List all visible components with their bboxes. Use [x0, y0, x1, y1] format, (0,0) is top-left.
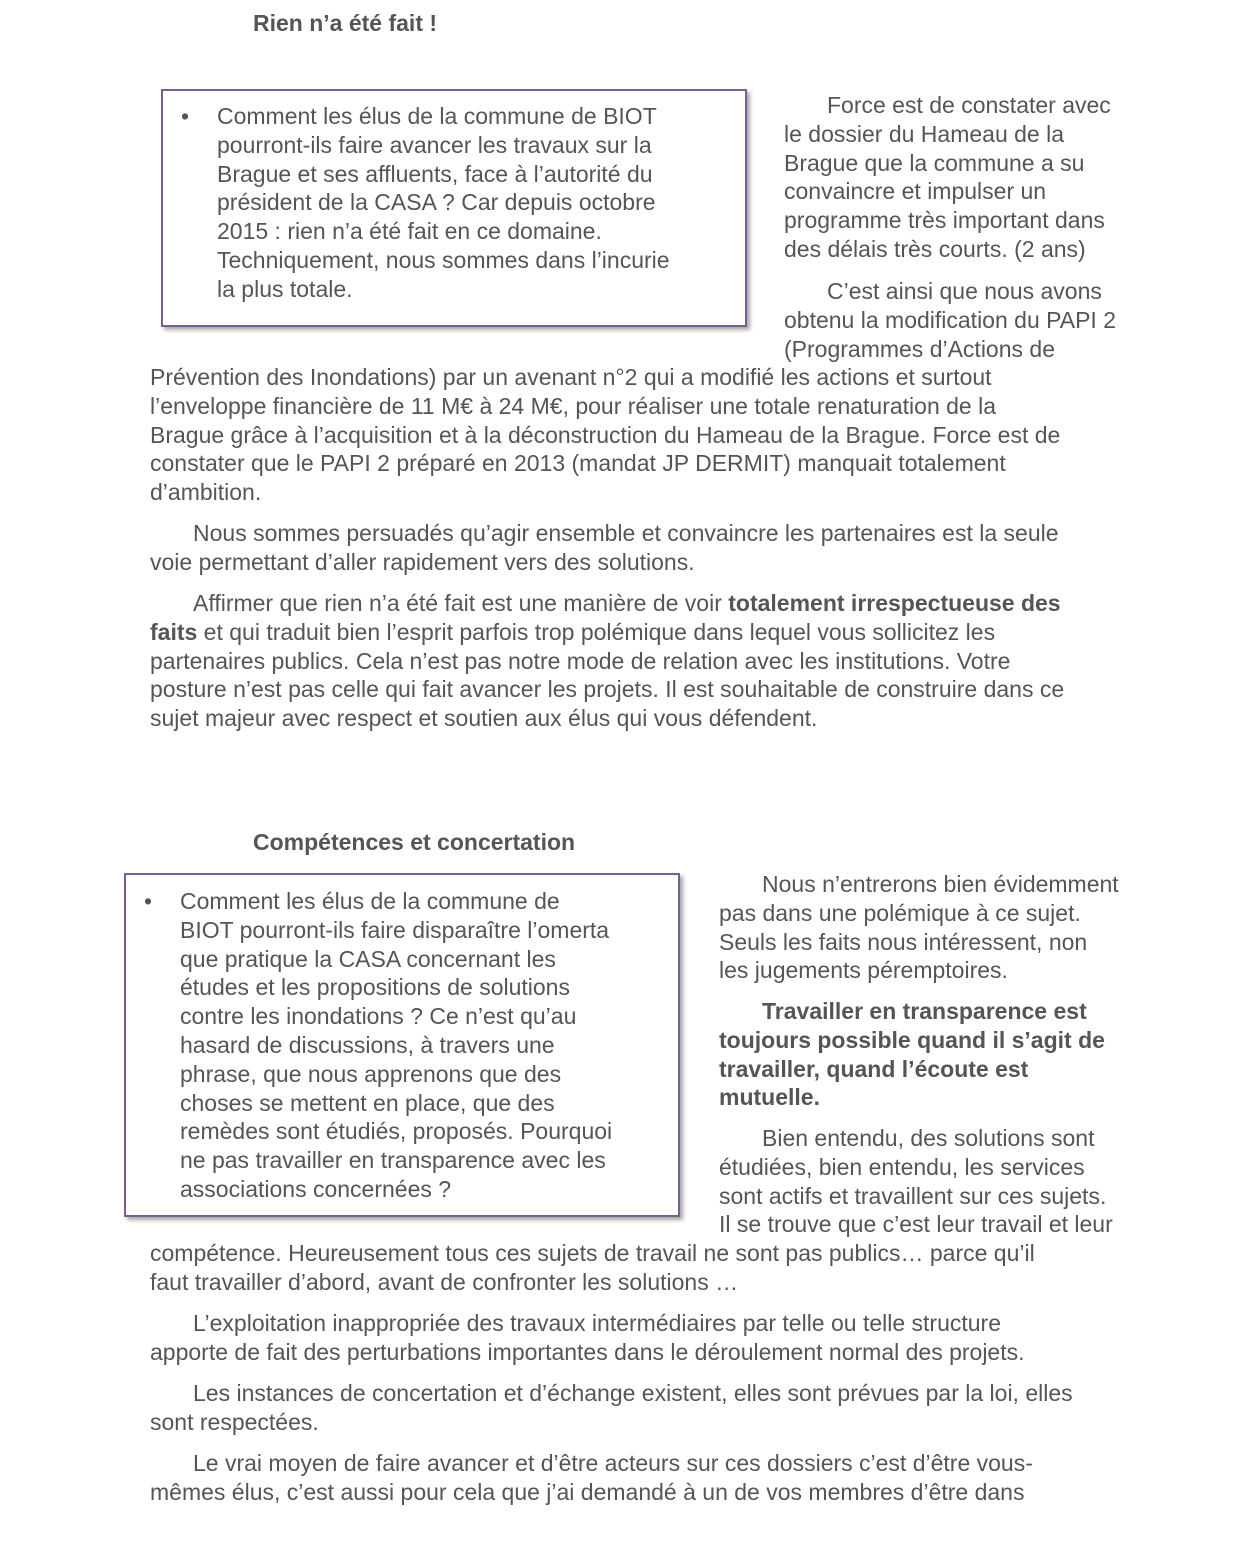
text-line: voie permettant d’aller rapidement vers des solutions.	[150, 548, 695, 575]
text-line: programme très important dans	[784, 207, 1105, 234]
text-line: compétence. Heureusement tous ces sujets de travail ne sont pas publics… parce qu’il	[150, 1240, 1035, 1266]
response-1-paragraph-4	[150, 589, 1210, 733]
text-line: les jugements péremptoires.	[719, 957, 1008, 984]
question-1-line: Techniquement, nous sommes dans l’incurie	[217, 246, 670, 273]
response-2-paragraph-4	[150, 1309, 1210, 1367]
question-1-line: 2015 : rien n’a été fait en ce domaine.	[217, 218, 602, 245]
question-2-line: Comment les élus de la commune de	[180, 888, 560, 914]
text-line: faut travailler d’abord, avant de confronter les solutions …	[150, 1268, 739, 1295]
section-heading-competences: Compétences et concertation	[253, 829, 576, 855]
question-2-line: que pratique la CASA concernant les	[180, 945, 556, 972]
response-2-paragraph-2	[719, 997, 1209, 1112]
text-line: apporte de fait des perturbations importantes dans le déroulement normal des projets.	[150, 1338, 1025, 1365]
question-2-line: hasard de discussions, à travers une	[180, 1031, 555, 1058]
question-2-line: contre les inondations ? Ce n’est qu’au	[180, 1003, 577, 1030]
text-line: Brague grâce à l’acquisition et à la déconstruction du Hameau de la Brague. Force est de	[150, 421, 1061, 448]
text-line: toujours possible quand il s’agit de	[719, 1026, 1105, 1053]
text-line: Travailler en transparence est	[762, 998, 1087, 1024]
text-line: mêmes élus, c’est aussi pour cela que j’ai demandé à un de vos membres d’être dans	[150, 1478, 1025, 1505]
text-line: obtenu la modification du PAPI 2	[784, 306, 1117, 333]
text-line: travailler, quand l’écoute est	[719, 1055, 1029, 1082]
question-box-2	[124, 873, 680, 1217]
text-line: Bien entendu, des solutions sont	[762, 1125, 1095, 1151]
text-line: partenaires publics. Cela n’est pas notre mode de relation avec les institutions. Votre	[150, 647, 1011, 674]
text-line: l’enveloppe financière de 11 M€ à 24 M€, pour réaliser une totale renaturation de la	[150, 392, 997, 419]
text-line: posture n’est pas celle qui fait avancer les projets. Il est souhaitable de construire dans ce	[150, 676, 1065, 703]
response-2-paragraph-3	[719, 1124, 1209, 1239]
text-line: convaincre et impulser un	[784, 178, 1047, 205]
text-line: Le vrai moyen de faire avancer et d’être acteurs sur ces dossiers c’est d’être vous-	[193, 1450, 1033, 1476]
question-list-2	[144, 887, 660, 1204]
section-heading-rien-fait: Rien n’a été fait !	[253, 10, 438, 36]
response-2-paragraph-1	[719, 870, 1209, 985]
question-1-line: pourront-ils faire avancer les travaux sur la	[217, 131, 652, 158]
text-line: Nous sommes persuadés qu’agir ensemble et convaincre les partenaires est la seule	[193, 520, 1059, 546]
question-2-line: ne pas travailler en transparence avec les	[180, 1147, 606, 1174]
text-line: Prévention des Inondations) par un avenant n°2 qui a modifié les actions et surtout	[150, 364, 992, 390]
question-1-line: Comment les élus de la commune de BIOT	[217, 103, 657, 129]
question-2-line: phrase, que nous apprenons que des	[180, 1060, 562, 1087]
question-2-line: BIOT pourront-ils faire disparaître l’omerta	[180, 916, 610, 943]
text-line: Brague que la commune a su	[784, 149, 1085, 176]
bullet-icon: •	[181, 103, 190, 129]
response-2-paragraph-3-continued	[150, 1239, 1210, 1297]
question-2-line: choses se mettent en place, que des	[180, 1089, 555, 1116]
text-line: sont actifs et travaillent sur ces sujets.	[719, 1182, 1107, 1209]
question-2-line: remèdes sont étudiés, proposés. Pourquoi	[180, 1118, 613, 1145]
bullet-icon: •	[144, 888, 153, 914]
text-line: mutuelle.	[719, 1084, 820, 1111]
response-1-paragraph-2	[784, 277, 1204, 363]
question-2-line: études et les propositions de solutions	[180, 974, 570, 1001]
text-line: Force est de constater avec	[827, 92, 1111, 118]
text-line: sont respectées.	[150, 1408, 319, 1435]
text-line: Il se trouve que c’est leur travail et leur	[719, 1211, 1113, 1238]
response-1-paragraph-1	[784, 91, 1204, 264]
question-item-1	[181, 102, 725, 304]
text-line: L’exploitation inappropriée des travaux intermédiaires par telle ou telle structure	[193, 1310, 1002, 1336]
text-line: pas dans une polémique à ce sujet.	[719, 899, 1081, 926]
question-2-line: associations concernées ?	[180, 1175, 452, 1202]
question-1-line: Brague et ses affluents, face à l’autorité du	[217, 160, 653, 187]
question-1-line: la plus totale.	[217, 275, 353, 302]
text-line: des délais très courts. (2 ans)	[784, 235, 1086, 262]
text-line: constater que le PAPI 2 préparé en 2013 (mandat JP DERMIT) manquait totalement	[150, 450, 1006, 477]
response-1-paragraph-2-continued	[150, 363, 1210, 507]
text-line: étudiées, bien entendu, les services	[719, 1153, 1085, 1180]
text-line: (Programmes d’Actions de	[784, 335, 1055, 362]
text-line: faits et qui traduit bien l’esprit parfois trop polémique dans lequel vous sollicitez les	[150, 618, 996, 645]
question-list-1	[181, 102, 725, 304]
response-2-paragraph-5	[150, 1379, 1210, 1437]
text-line: le dossier du Hameau de la	[784, 120, 1064, 147]
response-1-paragraph-3	[150, 519, 1210, 577]
text-line: C’est ainsi que nous avons	[827, 278, 1102, 304]
question-item-2	[144, 887, 660, 1204]
text-line: sujet majeur avec respect et soutien aux élus qui vous défendent.	[150, 705, 818, 732]
text-line: Nous n’entrerons bien évidemment	[762, 871, 1119, 897]
text-line: d’ambition.	[150, 479, 262, 506]
question-1-line: président de la CASA ? Car depuis octobre	[217, 189, 656, 216]
text-line: Les instances de concertation et d’échange existent, elles sont prévues par la loi, elles	[193, 1380, 1073, 1406]
response-2-paragraph-6	[150, 1449, 1210, 1507]
text-line: Seuls les faits nous intéressent, non	[719, 928, 1088, 955]
text-line: Affirmer que rien n’a été fait est une manière de voir totalement irrespectueuse des	[193, 590, 1061, 616]
question-box-1	[161, 89, 747, 327]
